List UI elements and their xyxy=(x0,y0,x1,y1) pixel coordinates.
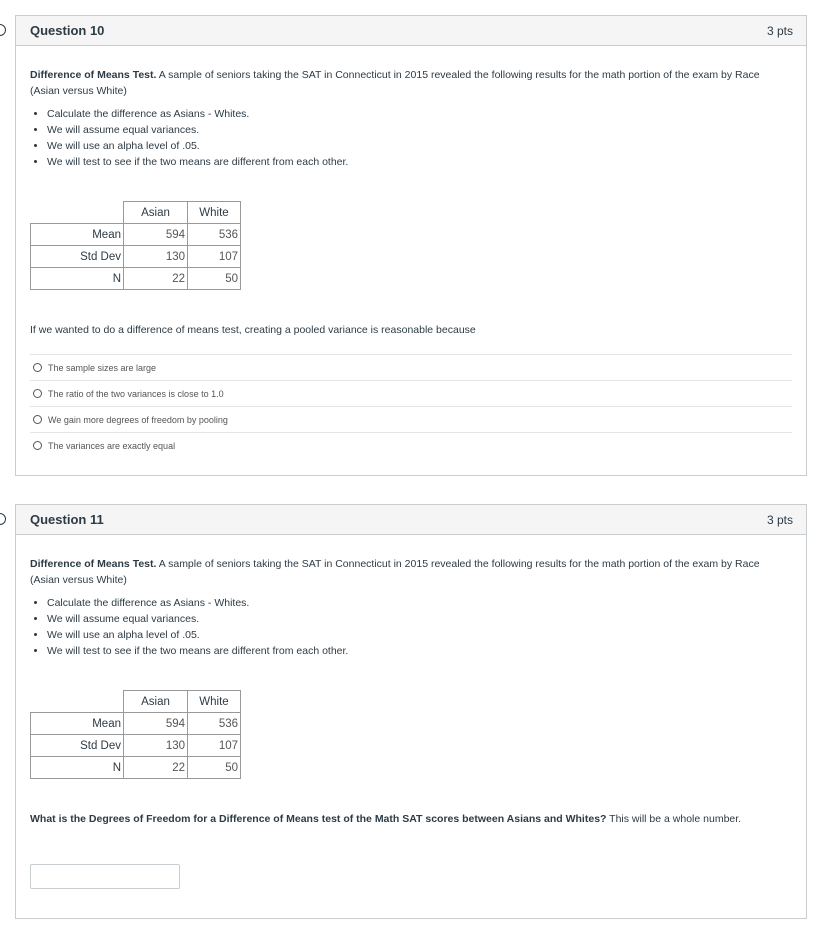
intro-heading: Difference of Means Test. xyxy=(30,69,157,81)
answer-option[interactable] xyxy=(30,380,792,406)
instruction-list xyxy=(30,106,792,170)
row-label: Mean xyxy=(31,224,124,246)
table-row xyxy=(31,757,241,779)
table-row xyxy=(31,713,241,735)
stats-table xyxy=(30,201,241,290)
question-intro xyxy=(30,67,792,99)
cell-asian: 22 xyxy=(124,757,188,779)
cell-white: 536 xyxy=(188,713,241,735)
answer-label: We gain more degrees of freedom by pooling xyxy=(48,414,228,425)
question-header xyxy=(16,16,806,46)
answer-input[interactable] xyxy=(30,864,180,889)
table-row xyxy=(31,268,241,290)
cell-white: 107 xyxy=(188,246,241,268)
prompt-question: What is the Degrees of Freedom for a Difference of Means test of the Math SAT scores between Asians and Whites? xyxy=(30,813,607,825)
question-10 xyxy=(15,15,807,476)
answer-label: The sample sizes are large xyxy=(48,362,157,373)
answer-label: The variances are exactly equal xyxy=(48,440,176,451)
cell-white: 50 xyxy=(188,757,241,779)
table-row xyxy=(31,735,241,757)
row-label: Std Dev xyxy=(31,246,124,268)
radio-button[interactable] xyxy=(33,441,42,450)
table-header-row xyxy=(31,691,241,713)
question-header xyxy=(16,505,806,535)
question-title: Question 10 xyxy=(30,23,105,38)
intro-text: A sample of seniors taking the SAT in Connecticut in 2015 revealed the following results for the math portion of the exam by Race (Asian versus White) xyxy=(30,558,760,586)
list-item: • We will use an alpha level of .05. xyxy=(47,627,792,643)
table-corner xyxy=(31,202,124,224)
list-item: • Calculate the difference as Asians - Whites. xyxy=(47,106,792,122)
flag-question-10-icon[interactable] xyxy=(0,24,6,36)
cell-asian: 22 xyxy=(124,268,188,290)
radio-button[interactable] xyxy=(33,389,42,398)
column-header-asian: Asian xyxy=(124,691,188,713)
column-header-white: White xyxy=(188,691,241,713)
prompt-note: This will be a whole number. xyxy=(606,813,742,825)
answer-list xyxy=(30,354,792,458)
question-points: 3 pts xyxy=(766,512,793,527)
instruction-list xyxy=(30,595,792,659)
question-prompt: If we wanted to do a difference of means test, creating a pooled variance is reasonable because xyxy=(30,324,476,336)
question-prompt xyxy=(30,811,792,827)
question-intro xyxy=(30,556,792,588)
row-label: N xyxy=(31,757,124,779)
question-title: Question 11 xyxy=(30,512,104,527)
list-item: • We will use an alpha level of .05. xyxy=(47,138,792,154)
list-item: • We will test to see if the two means are different from each other. xyxy=(47,154,792,170)
list-item: • We will test to see if the two means are different from each other. xyxy=(47,643,792,659)
list-item: • Calculate the difference as Asians - Whites. xyxy=(47,595,792,611)
stats-table xyxy=(30,690,241,779)
column-header-white: White xyxy=(188,202,241,224)
list-item: • We will assume equal variances. xyxy=(47,611,792,627)
intro-heading: Difference of Means Test. xyxy=(30,558,157,570)
cell-white: 50 xyxy=(188,268,241,290)
row-label: Std Dev xyxy=(31,735,124,757)
table-row xyxy=(31,246,241,268)
table-row xyxy=(31,224,241,246)
answer-option[interactable] xyxy=(30,432,792,458)
column-header-asian: Asian xyxy=(124,202,188,224)
intro-text: A sample of seniors taking the SAT in Connecticut in 2015 revealed the following results for the math portion of the exam by Race (Asian versus White) xyxy=(30,69,760,97)
cell-white: 536 xyxy=(188,224,241,246)
answer-option[interactable] xyxy=(30,406,792,432)
row-label: N xyxy=(31,268,124,290)
cell-asian: 130 xyxy=(124,735,188,757)
flag-question-11-icon[interactable] xyxy=(0,513,6,525)
question-11 xyxy=(15,504,807,919)
answer-option[interactable] xyxy=(30,354,792,380)
list-item: • We will assume equal variances. xyxy=(47,122,792,138)
row-label: Mean xyxy=(31,713,124,735)
table-corner xyxy=(31,691,124,713)
cell-asian: 594 xyxy=(124,713,188,735)
cell-white: 107 xyxy=(188,735,241,757)
question-points: 3 pts xyxy=(766,23,793,38)
answer-label: The ratio of the two variances is close to 1.0 xyxy=(48,388,224,399)
radio-button[interactable] xyxy=(33,415,42,424)
cell-asian: 130 xyxy=(124,246,188,268)
radio-button[interactable] xyxy=(33,363,42,372)
cell-asian: 594 xyxy=(124,224,188,246)
table-header-row xyxy=(31,202,241,224)
